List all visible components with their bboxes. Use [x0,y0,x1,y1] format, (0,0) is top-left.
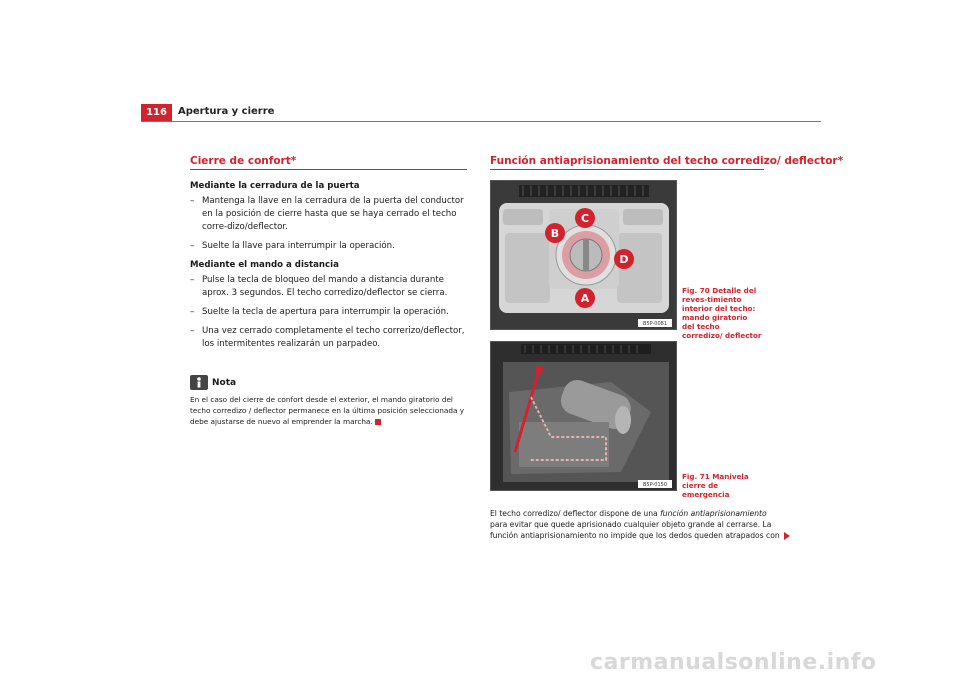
section-title-confort: Cierre de confort* [190,155,297,167]
right-body-text: El techo corredizo/ deflector dispone de una función antiaprisionamiento para evitar que quede aprisionado cualquier objeto grande al cerrarse. La función antiaprisionamiento no impide que los dedos queden atrapados con [490,508,790,541]
note-text: En el caso del cierre de confort desde el exterior, el mando giratorio del techo corredizo / deflector permanece en la última posición seleccionada y debe ajustarse de nuevo al emprender la marcha. [190,395,465,426]
figure-code: B5P-0150 [642,482,668,488]
watermark: carmanualsonline.info [590,650,877,675]
roof-control-illustration [491,181,676,329]
continue-arrow-icon [784,532,790,540]
list-item: – Pulse la tecla de bloqueo del mando a distancia durante aprox. 3 segundos. El techo corredizo/deflector se cierra. [190,275,448,298]
figure-71-image [490,341,677,491]
section-rule-right [490,169,764,170]
header-rule [141,121,821,122]
list-item: – Suelte la llave para interrumpir la operación. [190,241,395,251]
note-heading: Nota [212,377,237,388]
subheading-cerradura: Mediante la cerradura de la puerta [190,181,360,191]
subheading-mando: Mediante el mando a distancia [190,260,339,270]
callout-a: A [580,292,590,305]
section-title-antiaprisionamiento: Función antiaprisionamiento del techo corredizo/ deflector* [490,155,844,167]
page-number: 116 [141,104,172,122]
callout-c: C [580,212,590,225]
figure-code: B5P-0081 [642,321,668,327]
emergency-crank-illustration [491,342,676,490]
list-item: – Una vez cerrado completamente el techo correrizo/deflector, los intermitentes realizarán un parpadeo. [190,326,465,349]
note-box [190,372,470,427]
list-item: – Suelte la tecla de apertura para interrumpir la operación. [190,307,449,317]
section-rule-left [190,169,467,170]
figure-71-caption: Fig. 71 Manivela cierre de emergencia [682,472,749,499]
chapter-title: Apertura y cierre [178,106,275,117]
emphasis-term: función antiaprisionamiento [660,509,767,518]
end-marker-icon [375,419,381,425]
callout-b: B [550,227,560,240]
left-column [190,180,470,357]
list-item: – Mantenga la llave en la cerradura de la puerta del conductor en la posición de cierre hasta que se haya cerrado el techo corre-dizo/deflector. [190,196,464,232]
note-icon [190,375,208,390]
figure-70-caption: Fig. 70 Detalle del reves-timiento interior del techo: mando giratorio del techo corredizo/ deflector [682,286,762,340]
figure-70-image [490,180,677,330]
callout-d: D [619,253,629,266]
